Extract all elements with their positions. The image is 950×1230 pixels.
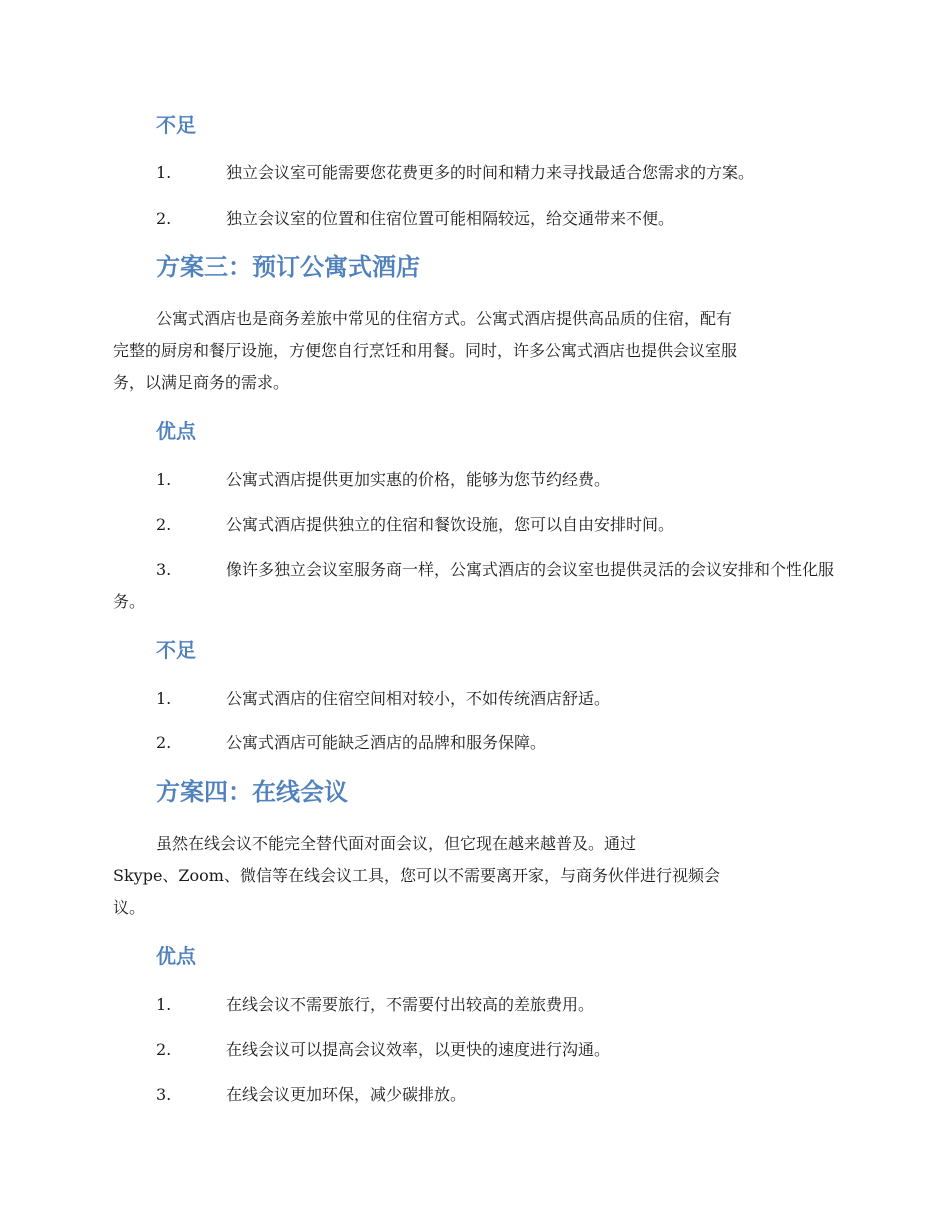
list-text: 独立会议室的位置和住宿位置可能相隔较远，给交通带来不便。 — [226, 209, 675, 228]
list-item — [156, 464, 840, 496]
plan4-title: 方案四：在线会议 — [156, 778, 348, 806]
list-number: 3. — [156, 1085, 172, 1104]
paragraph-line: 公寓式酒店也是商务差旅中常见的住宿方式。公寓式酒店提供高品质的住宿，配有 — [156, 309, 733, 328]
list-number: 1. — [156, 995, 172, 1014]
list-item — [156, 509, 840, 541]
list-number: 1. — [156, 470, 172, 489]
list-text: 独立会议室可能需要您花费更多的时间和精力来寻找最适合您需求的方案。 — [226, 163, 755, 182]
list-text: 像许多独立会议室服务商一样，公寓式酒店的会议室也提供灵活的会议安排和个性化服务。 — [113, 560, 835, 611]
list-number: 1. — [156, 163, 172, 182]
list-number: 2. — [156, 733, 172, 752]
list-item — [156, 203, 840, 235]
list-number: 2. — [156, 515, 172, 534]
list-item — [156, 1034, 840, 1066]
list-item — [156, 683, 840, 715]
list-text: 公寓式酒店的住宿空间相对较小，不如传统酒店舒适。 — [226, 689, 611, 708]
list-item — [113, 554, 840, 618]
paragraph-line: 完整的厨房和餐厅设施，方便您自行烹饪和用餐。同时，许多公寓式酒店也提供会议室服 — [113, 341, 738, 360]
cons-heading: 不足 — [156, 638, 196, 662]
list-number: 2. — [156, 209, 172, 228]
list-text: 公寓式酒店提供独立的住宿和餐饮设施，您可以自由安排时间。 — [226, 515, 675, 534]
cons-heading: 不足 — [156, 113, 196, 137]
list-number: 1. — [156, 689, 172, 708]
paragraph-line: 议。 — [113, 898, 146, 917]
paragraph-line: 虽然在线会议不能完全替代面对面会议，但它现在越来越普及。通过 — [156, 834, 637, 853]
list-item — [156, 727, 840, 759]
plan3-description — [113, 303, 840, 399]
plan4-description — [113, 828, 840, 924]
list-text: 在线会议可以提高会议效率，以更快的速度进行沟通。 — [226, 1040, 611, 1059]
list-number: 2. — [156, 1040, 172, 1059]
list-text: 在线会议不需要旅行，不需要付出较高的差旅费用。 — [226, 995, 595, 1014]
list-text: 公寓式酒店提供更加实惠的价格，能够为您节约经费。 — [226, 470, 611, 489]
pros-heading: 优点 — [156, 419, 196, 443]
list-number: 3. — [156, 560, 172, 579]
list-item — [156, 157, 840, 189]
list-text: 在线会议更加环保，减少碳排放。 — [226, 1085, 467, 1104]
paragraph-line: Skype、Zoom、微信等在线会议工具，您可以不需要离开家，与商务伙伴进行视频会 — [113, 866, 720, 885]
list-text: 公寓式酒店可能缺乏酒店的品牌和服务保障。 — [226, 733, 547, 752]
plan3-title: 方案三：预订公寓式酒店 — [156, 253, 420, 281]
list-item — [156, 1079, 840, 1111]
paragraph-line: 务，以满足商务的需求。 — [113, 373, 290, 392]
pros-heading: 优点 — [156, 944, 196, 968]
list-item — [156, 989, 840, 1021]
